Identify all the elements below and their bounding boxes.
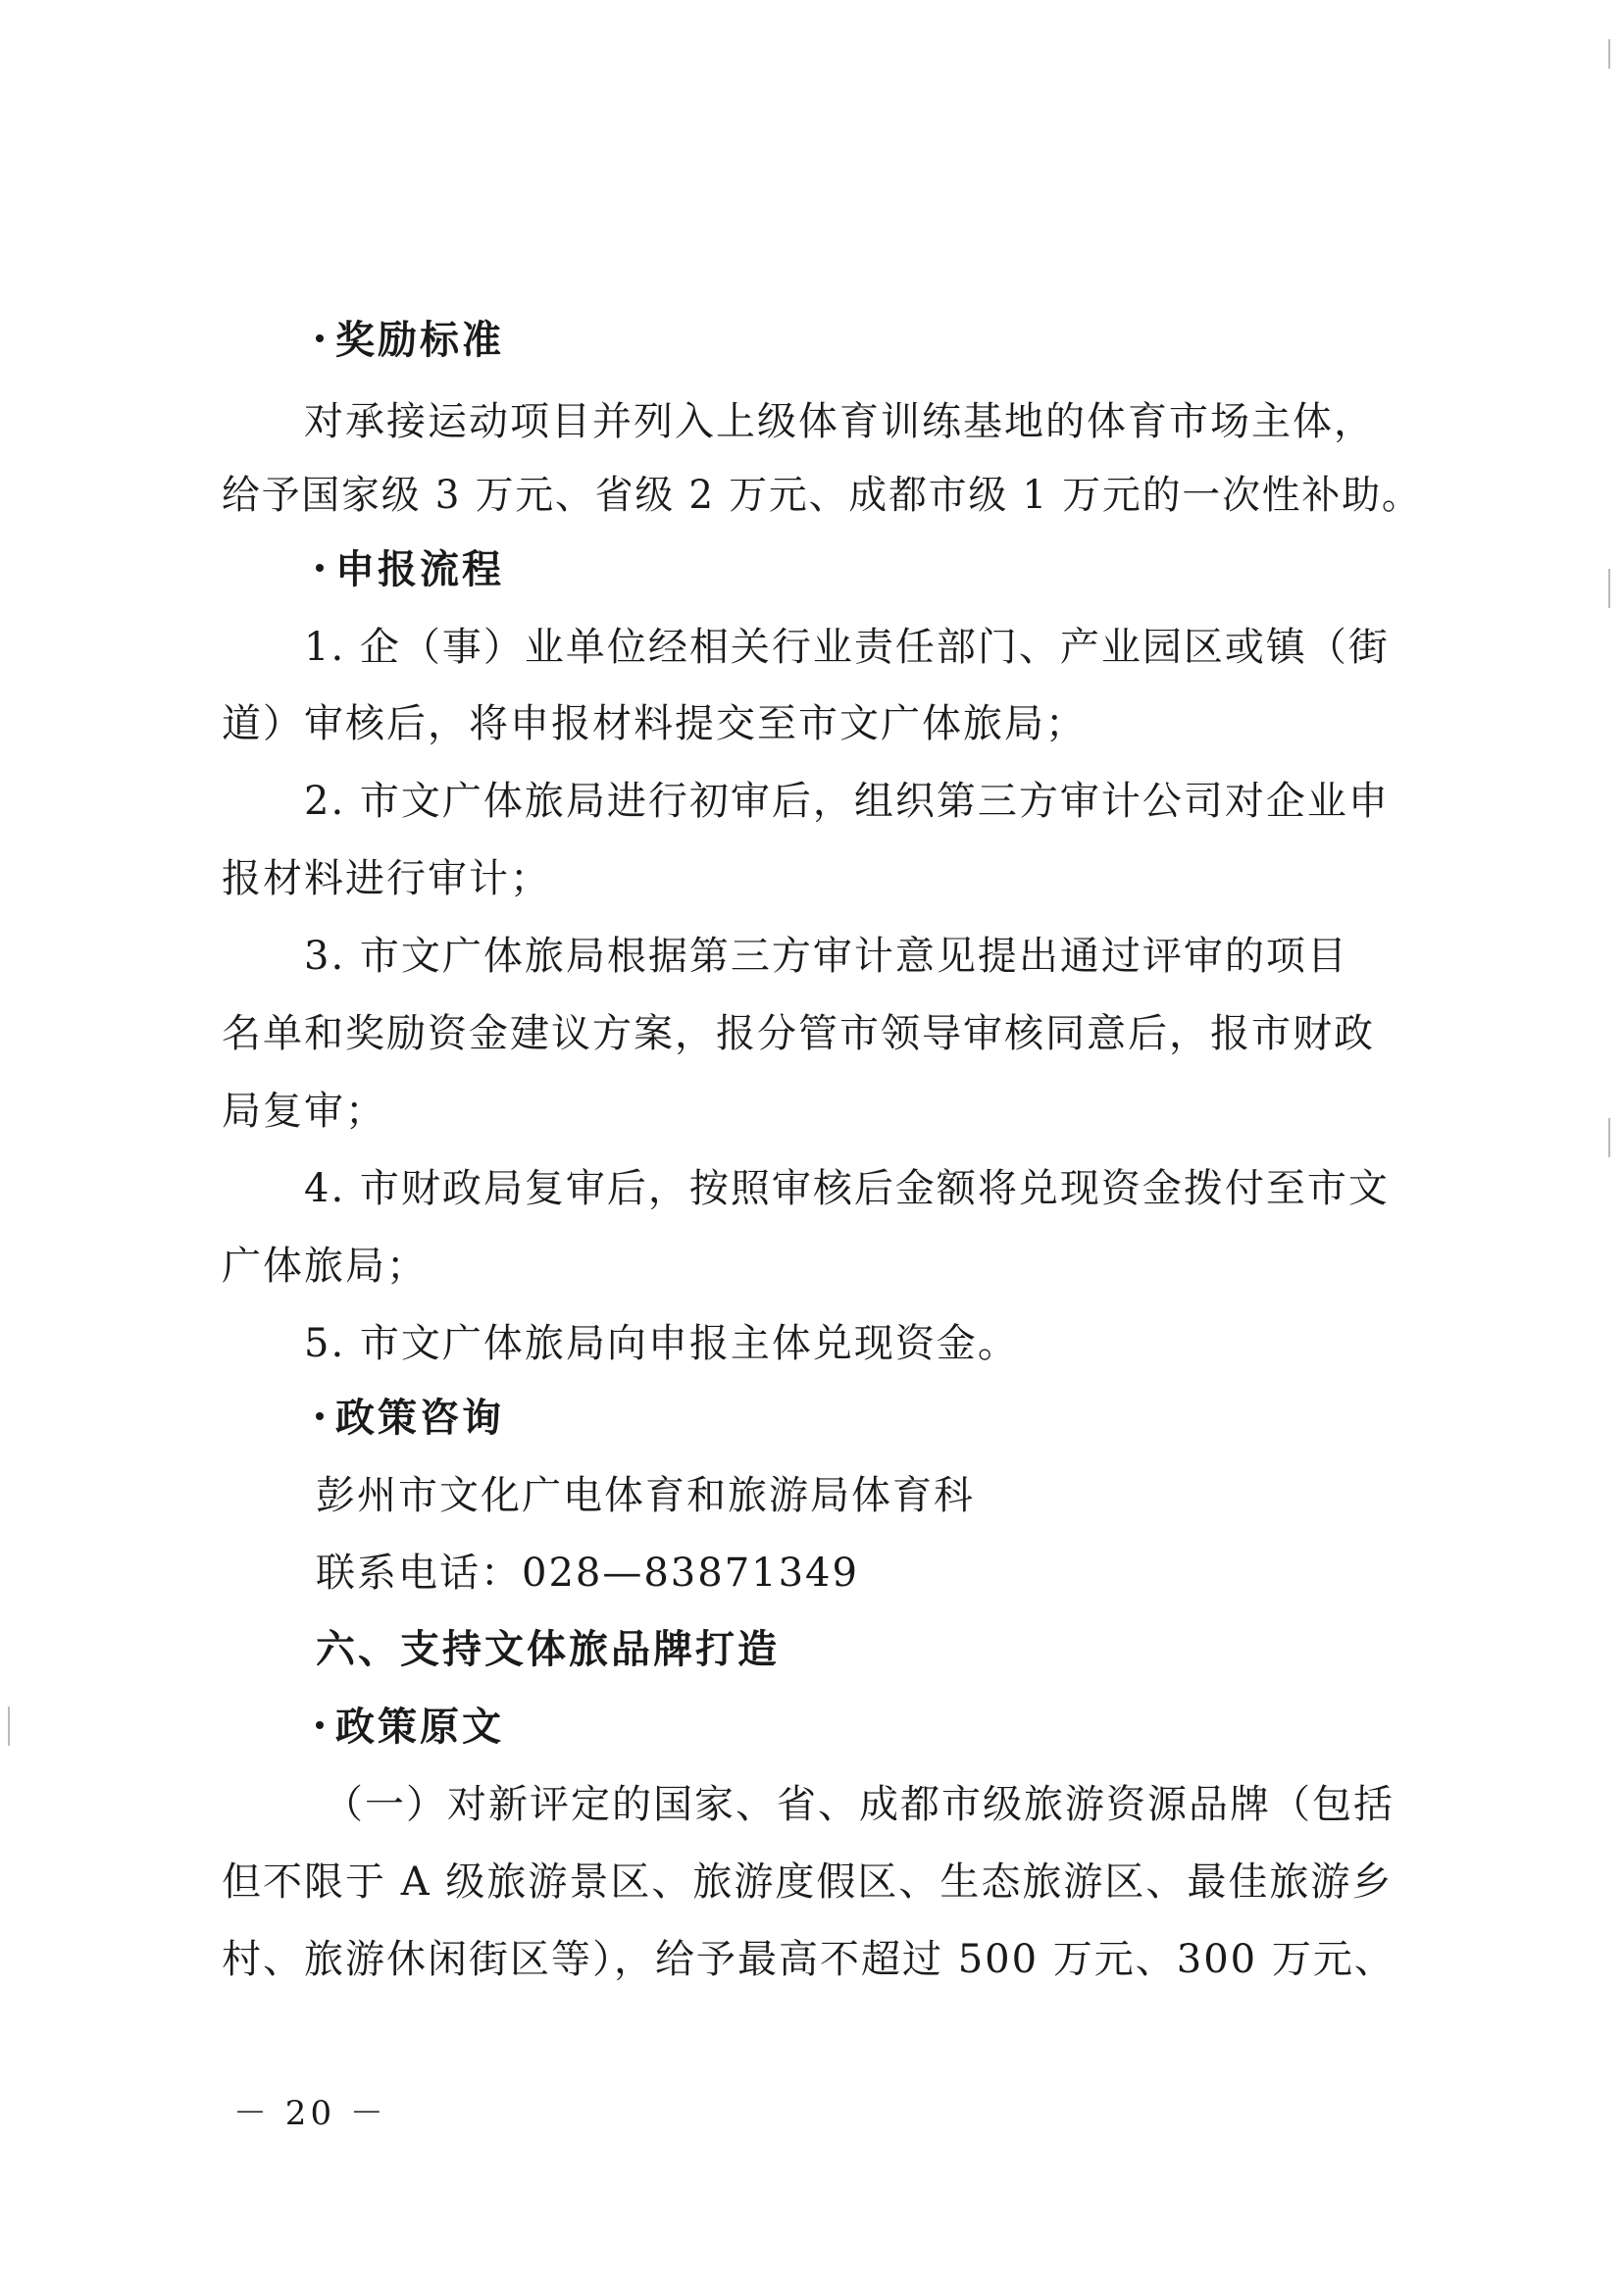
- heading-text: 申报流程: [335, 547, 504, 592]
- section-heading-policy-consult: [316, 1396, 504, 1441]
- scan-edge-mark: [1608, 569, 1610, 608]
- paragraph-line: 局复审；: [222, 1089, 386, 1134]
- section-title-six: 六、支持文体旅品牌打造: [316, 1627, 780, 1672]
- contact-phone-line: 联系电话：028—83871349: [316, 1551, 859, 1596]
- paragraph-line: 对承接运动项目并列入上级体育训练基地的体育市场主体，: [304, 399, 1375, 444]
- scan-edge-mark: [1608, 39, 1610, 69]
- paragraph-line: 3. 市文广体旅局根据第三方审计意见提出通过评审的项目: [304, 934, 1348, 979]
- paragraph-line: 彭州市文化广电体育和旅游局体育科: [316, 1473, 975, 1518]
- paragraph-line: 道）审核后，将申报材料提交至市文广体旅局；: [222, 701, 1087, 746]
- paragraph-line: 4. 市财政局复审后，按照审核后金额将兑现资金拨付至市文: [304, 1166, 1390, 1211]
- heading-text: 奖励标准: [335, 318, 504, 363]
- section-heading-policy-original: [316, 1705, 504, 1750]
- bullet-icon: [316, 334, 324, 342]
- scan-edge-mark: [8, 1706, 10, 1746]
- paragraph-line: 名单和奖励资金建议方案，报分管市领导审核同意后，报市财政: [222, 1011, 1375, 1056]
- paragraph-line: 广体旅局；: [222, 1244, 428, 1289]
- heading-text: 政策咨询: [335, 1396, 504, 1441]
- paragraph-line: （一）对新评定的国家、省、成都市级旅游资源品牌（包括: [324, 1782, 1395, 1827]
- paragraph-line: 1. 企（事）业单位经相关行业责任部门、产业园区或镇（街: [304, 625, 1390, 670]
- paragraph-line: 2. 市文广体旅局进行初审后，组织第三方审计公司对企业申: [304, 779, 1390, 824]
- paragraph-line: 村、旅游休闲街区等），给予最高不超过 500 万元、300 万元、: [222, 1937, 1396, 1982]
- bullet-icon: [316, 564, 324, 572]
- heading-text: 政策原文: [335, 1705, 504, 1750]
- section-heading-reward-standard: [316, 318, 504, 363]
- scan-edge-mark: [1608, 1118, 1610, 1157]
- section-heading-application-process: [316, 547, 504, 592]
- paragraph-line: 但不限于 A 级旅游景区、旅游度假区、生态旅游区、最佳旅游乡: [222, 1859, 1394, 1905]
- page-number: － 20 －: [233, 2094, 387, 2133]
- paragraph-line: 5. 市文广体旅局向申报主体兑现资金。: [304, 1321, 1019, 1366]
- bullet-icon: [316, 1412, 324, 1420]
- paragraph-line: 给予国家级 3 万元、省级 2 万元、成都市级 1 万元的一次性补助。: [222, 473, 1422, 518]
- paragraph-line: 报材料进行审计；: [222, 856, 551, 901]
- bullet-icon: [316, 1721, 324, 1729]
